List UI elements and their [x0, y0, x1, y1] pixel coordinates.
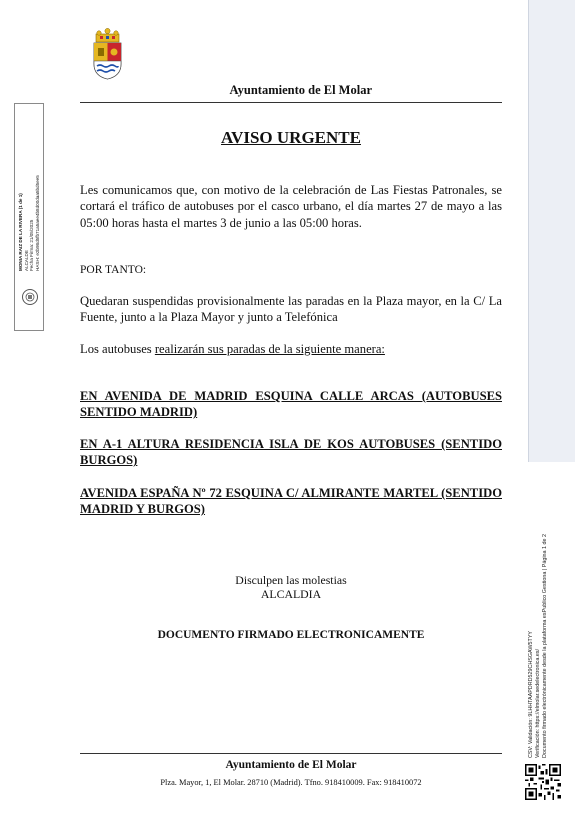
- bus-stop-location-1: EN AVENIDA DE MADRID ESQUINA CALLE ARCAS (AUTOBUSES SENTIDO MADRID): [80, 389, 502, 420]
- closing-block: [80, 573, 502, 601]
- footer-address: Plza. Mayor, 1, El Molar. 28710 (Madrid). Tfno. 918410009. Fax: 918410072: [160, 778, 422, 787]
- signature-details: [18, 106, 40, 271]
- signer-role: ALCALDE: [23, 250, 29, 271]
- side-margin-strip: [528, 0, 575, 462]
- footer-org-name: Ayuntamiento de El Molar: [225, 759, 357, 771]
- bus-stop-location-2: EN A-1 ALTURA RESIDENCIA ISLA DE KOS AUTOBUSES (SENTIDO BURGOS): [80, 437, 502, 468]
- therefore-label: POR TANTO:: [80, 264, 147, 276]
- footer-divider: [80, 753, 502, 754]
- header-divider: [80, 102, 502, 103]
- signature-hash: HASH: e2b98d5fb71a5aee4b8d00daa5bd5ee5: [34, 175, 40, 271]
- platform-note: Documento firmado electrónicamente desde la plataforma esPublico Gestiona | Página 1 de 2: [542, 533, 548, 758]
- suspension-paragraph: Quedaran suspendidas provisionalmente las paradas en la Plaza mayor, en la C/ La Fuente, junto a la Plaza Mayor y junto a Telefónica: [80, 294, 502, 325]
- electronic-stamp-icon: [21, 288, 39, 306]
- coat-of-arms-icon: [91, 28, 124, 80]
- apology-text: Disculpen las molestias: [235, 573, 347, 587]
- stops-intro: [80, 341, 502, 357]
- verification-block: [528, 508, 549, 758]
- signer-name: MONIA RAIZ DE LA RIVERA (1 de 1): [18, 193, 23, 271]
- header-org-name: Ayuntamiento de El Molar: [229, 83, 372, 97]
- qr-code-icon[interactable]: [525, 764, 561, 800]
- signature-date: Fecha Firma: 21/05/2025: [29, 219, 35, 271]
- stops-intro-underlined: realizarán sus paradas de la siguiente manera:: [154, 342, 385, 356]
- notice-title: AVISO URGENTE: [221, 128, 361, 147]
- stops-intro-text: Los autobuses: [80, 342, 155, 356]
- signature-text: ALCALDIA: [260, 587, 322, 601]
- intro-paragraph: Les comunicamos que, con motivo de la celebración de Las Fiestas Patronales, se cortará el tráfico de autobuses por el casco urbano, el día martes 27 de mayo a las 05:00 horas hasta el martes 3 de junio a las 05:00 horas.: [80, 183, 502, 230]
- signed-note: DOCUMENTO FIRMADO ELECTRONICAMENTE: [157, 629, 425, 641]
- bus-stop-location-3: AVENIDA ESPAÑA Nº 72 ESQUINA C/ ALMIRANTE MARTEL (SENTIDO MADRID Y BURGOS): [80, 486, 502, 517]
- verification-url: Verificación: https://elmolar.sedelectronica.es/: [535, 648, 541, 758]
- csv-code: CSV: Validación: 9LHHTAAPDRD529CHSGAW5TYY: [528, 630, 534, 758]
